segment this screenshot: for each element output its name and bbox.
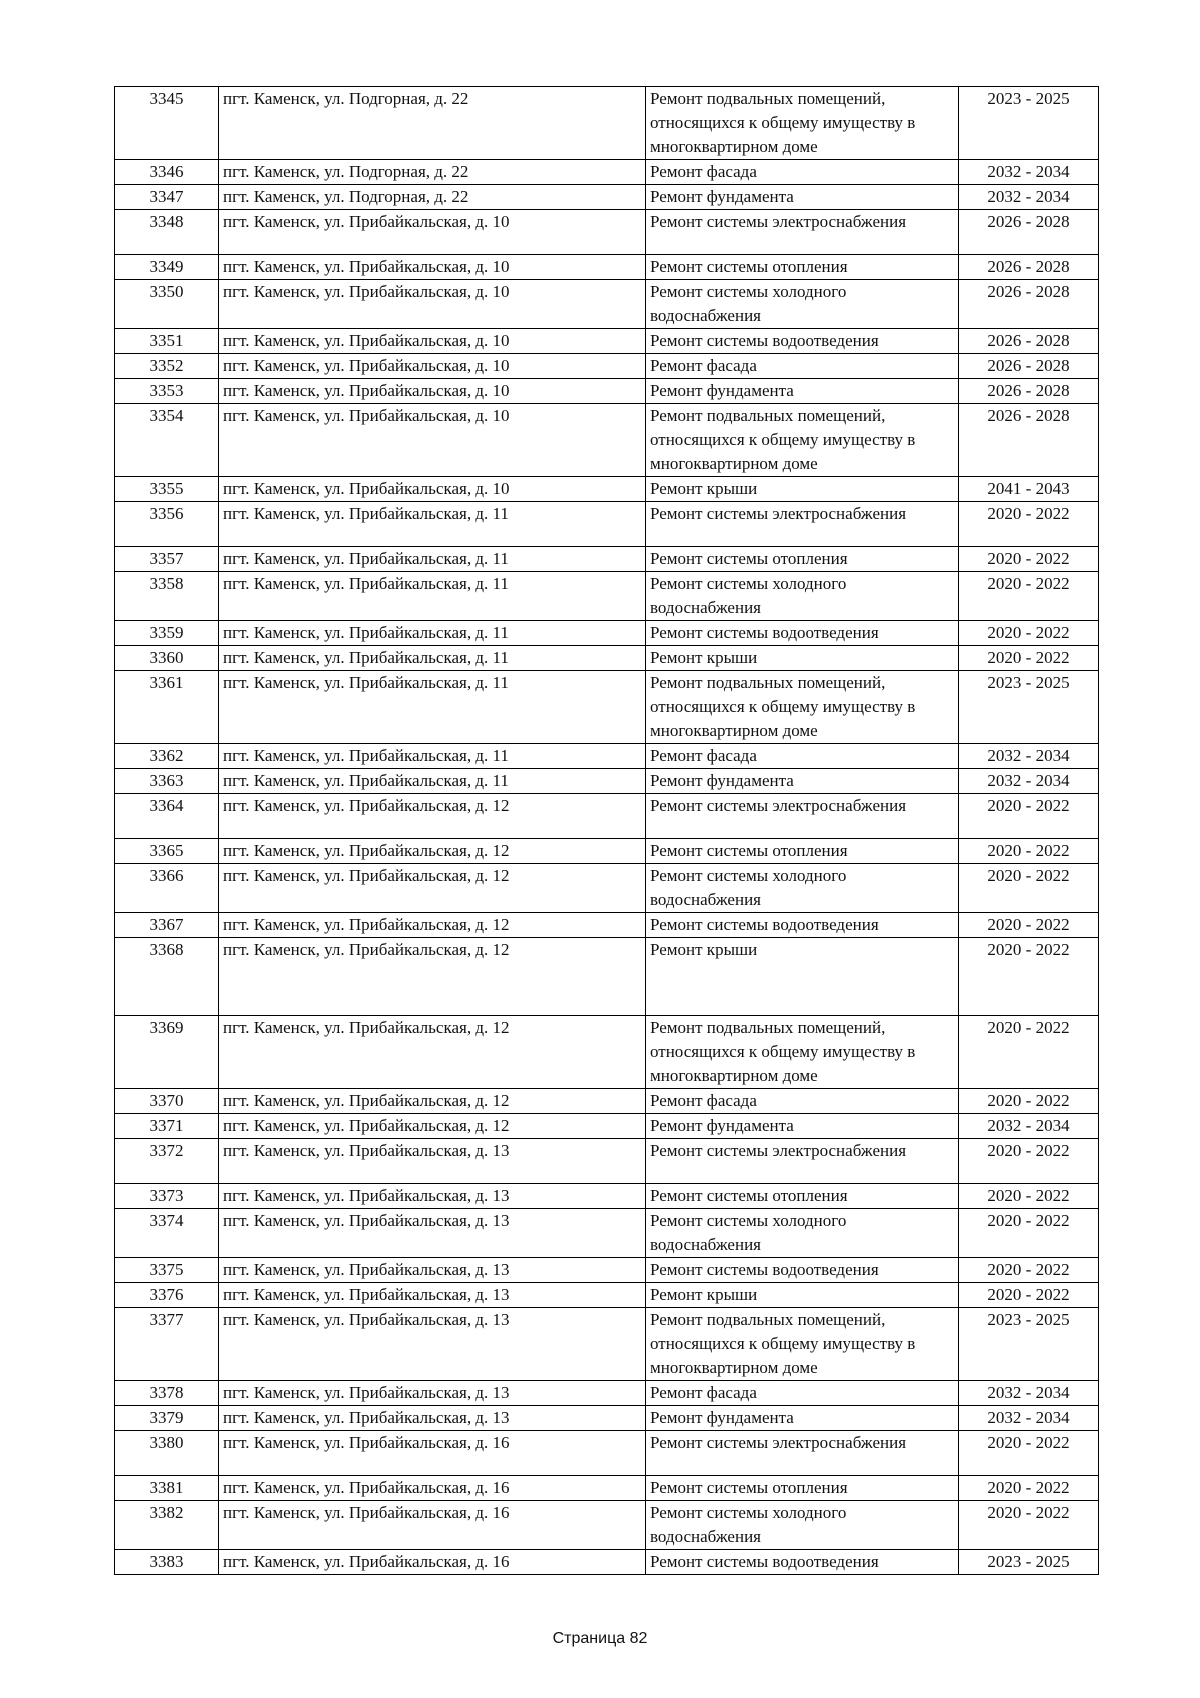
table-row <box>115 160 1099 185</box>
work-type-cell: Ремонт крыши <box>646 938 959 1016</box>
row-number-cell: 3373 <box>115 1184 219 1209</box>
row-number-cell: 3350 <box>115 280 219 329</box>
table-row <box>115 329 1099 354</box>
work-type-cell: Ремонт системы холодного водоснабжения <box>646 1501 959 1550</box>
row-number-cell: 3357 <box>115 547 219 572</box>
table-row <box>115 280 1099 329</box>
address-cell: пгт. Каменск, ул. Прибайкальская, д. 10 <box>219 404 646 477</box>
address-cell: пгт. Каменск, ул. Прибайкальская, д. 13 <box>219 1184 646 1209</box>
period-cell: 2020 - 2022 <box>959 864 1099 913</box>
work-type-cell: Ремонт фундамента <box>646 769 959 794</box>
row-number-cell: 3347 <box>115 185 219 210</box>
period-cell: 2026 - 2028 <box>959 280 1099 329</box>
table-row <box>115 87 1099 160</box>
address-cell: пгт. Каменск, ул. Прибайкальская, д. 10 <box>219 280 646 329</box>
row-number-cell: 3367 <box>115 913 219 938</box>
address-cell: пгт. Каменск, ул. Прибайкальская, д. 12 <box>219 839 646 864</box>
table-row <box>115 794 1099 839</box>
table-row <box>115 1283 1099 1308</box>
table-row <box>115 769 1099 794</box>
row-number-cell: 3363 <box>115 769 219 794</box>
table-row <box>115 354 1099 379</box>
table-body <box>115 87 1099 1575</box>
row-number-cell: 3354 <box>115 404 219 477</box>
work-type-cell: Ремонт системы электроснабжения <box>646 502 959 547</box>
row-number-cell: 3348 <box>115 210 219 255</box>
row-number-cell: 3378 <box>115 1381 219 1406</box>
address-cell: пгт. Каменск, ул. Прибайкальская, д. 11 <box>219 646 646 671</box>
work-type-cell: Ремонт системы электроснабжения <box>646 1431 959 1476</box>
work-type-cell: Ремонт системы электроснабжения <box>646 794 959 839</box>
address-cell: пгт. Каменск, ул. Прибайкальская, д. 13 <box>219 1139 646 1184</box>
period-cell: 2020 - 2022 <box>959 913 1099 938</box>
table-row <box>115 572 1099 621</box>
address-cell: пгт. Каменск, ул. Прибайкальская, д. 10 <box>219 210 646 255</box>
row-number-cell: 3364 <box>115 794 219 839</box>
table-row <box>115 379 1099 404</box>
table-row <box>115 1381 1099 1406</box>
work-type-cell: Ремонт крыши <box>646 477 959 502</box>
row-number-cell: 3376 <box>115 1283 219 1308</box>
address-cell: пгт. Каменск, ул. Прибайкальская, д. 13 <box>219 1283 646 1308</box>
table-row <box>115 1016 1099 1089</box>
period-cell: 2026 - 2028 <box>959 329 1099 354</box>
work-type-cell: Ремонт системы отопления <box>646 1476 959 1501</box>
work-type-cell: Ремонт системы водоотведения <box>646 329 959 354</box>
address-cell: пгт. Каменск, ул. Прибайкальская, д. 12 <box>219 1016 646 1089</box>
period-cell: 2020 - 2022 <box>959 1283 1099 1308</box>
work-type-cell: Ремонт системы водоотведения <box>646 913 959 938</box>
table-row <box>115 646 1099 671</box>
row-number-cell: 3356 <box>115 502 219 547</box>
row-number-cell: 3382 <box>115 1501 219 1550</box>
row-number-cell: 3368 <box>115 938 219 1016</box>
work-type-cell: Ремонт системы водоотведения <box>646 1258 959 1283</box>
row-number-cell: 3358 <box>115 572 219 621</box>
address-cell: пгт. Каменск, ул. Прибайкальская, д. 11 <box>219 671 646 744</box>
address-cell: пгт. Каменск, ул. Прибайкальская, д. 10 <box>219 329 646 354</box>
table-row <box>115 1431 1099 1476</box>
work-type-cell: Ремонт фундамента <box>646 379 959 404</box>
work-type-cell: Ремонт фасада <box>646 160 959 185</box>
work-type-cell: Ремонт фундамента <box>646 185 959 210</box>
address-cell: пгт. Каменск, ул. Подгорная, д. 22 <box>219 160 646 185</box>
work-type-cell: Ремонт системы электроснабжения <box>646 1139 959 1184</box>
work-type-cell: Ремонт крыши <box>646 1283 959 1308</box>
table-row <box>115 839 1099 864</box>
row-number-cell: 3355 <box>115 477 219 502</box>
period-cell: 2032 - 2034 <box>959 1406 1099 1431</box>
period-cell: 2026 - 2028 <box>959 354 1099 379</box>
table-row <box>115 1209 1099 1258</box>
work-type-cell: Ремонт подвальных помещений, относящихся к общему имуществу в многоквартирном доме <box>646 671 959 744</box>
work-type-cell: Ремонт системы водоотведения <box>646 621 959 646</box>
period-cell: 2020 - 2022 <box>959 1016 1099 1089</box>
period-cell: 2032 - 2034 <box>959 185 1099 210</box>
period-cell: 2020 - 2022 <box>959 1209 1099 1258</box>
address-cell: пгт. Каменск, ул. Подгорная, д. 22 <box>219 185 646 210</box>
period-cell: 2032 - 2034 <box>959 1114 1099 1139</box>
period-cell: 2032 - 2034 <box>959 744 1099 769</box>
address-cell: пгт. Каменск, ул. Прибайкальская, д. 12 <box>219 938 646 1016</box>
work-type-cell: Ремонт фасада <box>646 1381 959 1406</box>
work-type-cell: Ремонт фасада <box>646 354 959 379</box>
row-number-cell: 3345 <box>115 87 219 160</box>
work-type-cell: Ремонт системы водоотведения <box>646 1550 959 1575</box>
repair-schedule-table <box>114 86 1099 1575</box>
row-number-cell: 3365 <box>115 839 219 864</box>
period-cell: 2032 - 2034 <box>959 160 1099 185</box>
address-cell: пгт. Каменск, ул. Прибайкальская, д. 13 <box>219 1406 646 1431</box>
period-cell: 2020 - 2022 <box>959 1501 1099 1550</box>
period-cell: 2041 - 2043 <box>959 477 1099 502</box>
row-number-cell: 3353 <box>115 379 219 404</box>
period-cell: 2023 - 2025 <box>959 87 1099 160</box>
address-cell: пгт. Каменск, ул. Прибайкальская, д. 10 <box>219 379 646 404</box>
period-cell: 2020 - 2022 <box>959 1184 1099 1209</box>
period-cell: 2026 - 2028 <box>959 379 1099 404</box>
work-type-cell: Ремонт системы холодного водоснабжения <box>646 280 959 329</box>
table-row <box>115 1258 1099 1283</box>
period-cell: 2032 - 2034 <box>959 769 1099 794</box>
row-number-cell: 3359 <box>115 621 219 646</box>
table-row <box>115 502 1099 547</box>
period-cell: 2020 - 2022 <box>959 938 1099 1016</box>
period-cell: 2020 - 2022 <box>959 839 1099 864</box>
table-row <box>115 255 1099 280</box>
work-type-cell: Ремонт системы отопления <box>646 1184 959 1209</box>
work-type-cell: Ремонт крыши <box>646 646 959 671</box>
table-row <box>115 1501 1099 1550</box>
row-number-cell: 3374 <box>115 1209 219 1258</box>
row-number-cell: 3375 <box>115 1258 219 1283</box>
row-number-cell: 3351 <box>115 329 219 354</box>
row-number-cell: 3360 <box>115 646 219 671</box>
address-cell: пгт. Каменск, ул. Прибайкальская, д. 13 <box>219 1209 646 1258</box>
address-cell: пгт. Каменск, ул. Прибайкальская, д. 12 <box>219 864 646 913</box>
table-row <box>115 1476 1099 1501</box>
address-cell: пгт. Каменск, ул. Прибайкальская, д. 11 <box>219 744 646 769</box>
address-cell: пгт. Каменск, ул. Прибайкальская, д. 11 <box>219 621 646 646</box>
row-number-cell: 3377 <box>115 1308 219 1381</box>
work-type-cell: Ремонт системы отопления <box>646 839 959 864</box>
period-cell: 2020 - 2022 <box>959 1431 1099 1476</box>
row-number-cell: 3369 <box>115 1016 219 1089</box>
row-number-cell: 3361 <box>115 671 219 744</box>
table-row <box>115 1184 1099 1209</box>
table-row <box>115 671 1099 744</box>
table-row <box>115 210 1099 255</box>
period-cell: 2032 - 2034 <box>959 1381 1099 1406</box>
table-row <box>115 1114 1099 1139</box>
work-type-cell: Ремонт фундамента <box>646 1114 959 1139</box>
row-number-cell: 3383 <box>115 1550 219 1575</box>
address-cell: пгт. Каменск, ул. Прибайкальская, д. 16 <box>219 1501 646 1550</box>
period-cell: 2020 - 2022 <box>959 1089 1099 1114</box>
period-cell: 2020 - 2022 <box>959 794 1099 839</box>
period-cell: 2020 - 2022 <box>959 646 1099 671</box>
period-cell: 2026 - 2028 <box>959 404 1099 477</box>
table-row <box>115 913 1099 938</box>
address-cell: пгт. Каменск, ул. Прибайкальская, д. 11 <box>219 547 646 572</box>
work-type-cell: Ремонт фундамента <box>646 1406 959 1431</box>
period-cell: 2020 - 2022 <box>959 1258 1099 1283</box>
row-number-cell: 3366 <box>115 864 219 913</box>
address-cell: пгт. Каменск, ул. Прибайкальская, д. 16 <box>219 1476 646 1501</box>
table-row <box>115 938 1099 1016</box>
address-cell: пгт. Каменск, ул. Прибайкальская, д. 16 <box>219 1431 646 1476</box>
address-cell: пгт. Каменск, ул. Прибайкальская, д. 11 <box>219 572 646 621</box>
work-type-cell: Ремонт подвальных помещений, относящихся к общему имуществу в многоквартирном доме <box>646 1016 959 1089</box>
work-type-cell: Ремонт фасада <box>646 744 959 769</box>
row-number-cell: 3362 <box>115 744 219 769</box>
period-cell: 2023 - 2025 <box>959 1550 1099 1575</box>
work-type-cell: Ремонт подвальных помещений, относящихся к общему имуществу в многоквартирном доме <box>646 404 959 477</box>
address-cell: пгт. Каменск, ул. Прибайкальская, д. 10 <box>219 255 646 280</box>
address-cell: пгт. Каменск, ул. Прибайкальская, д. 12 <box>219 1114 646 1139</box>
row-number-cell: 3372 <box>115 1139 219 1184</box>
row-number-cell: 3349 <box>115 255 219 280</box>
table-row <box>115 1139 1099 1184</box>
address-cell: пгт. Каменск, ул. Прибайкальская, д. 12 <box>219 1089 646 1114</box>
row-number-cell: 3381 <box>115 1476 219 1501</box>
period-cell: 2020 - 2022 <box>959 621 1099 646</box>
address-cell: пгт. Каменск, ул. Прибайкальская, д. 13 <box>219 1258 646 1283</box>
table-row <box>115 1089 1099 1114</box>
table-row <box>115 185 1099 210</box>
row-number-cell: 3379 <box>115 1406 219 1431</box>
period-cell: 2020 - 2022 <box>959 572 1099 621</box>
address-cell: пгт. Каменск, ул. Прибайкальская, д. 16 <box>219 1550 646 1575</box>
address-cell: пгт. Каменск, ул. Прибайкальская, д. 10 <box>219 354 646 379</box>
table-row <box>115 744 1099 769</box>
work-type-cell: Ремонт подвальных помещений, относящихся к общему имуществу в многоквартирном доме <box>646 87 959 160</box>
address-cell: пгт. Каменск, ул. Прибайкальская, д. 13 <box>219 1381 646 1406</box>
row-number-cell: 3352 <box>115 354 219 379</box>
period-cell: 2023 - 2025 <box>959 671 1099 744</box>
address-cell: пгт. Каменск, ул. Прибайкальская, д. 13 <box>219 1308 646 1381</box>
address-cell: пгт. Каменск, ул. Прибайкальская, д. 12 <box>219 913 646 938</box>
period-cell: 2020 - 2022 <box>959 1139 1099 1184</box>
work-type-cell: Ремонт системы электроснабжения <box>646 210 959 255</box>
table-row <box>115 404 1099 477</box>
work-type-cell: Ремонт подвальных помещений, относящихся к общему имуществу в многоквартирном доме <box>646 1308 959 1381</box>
work-type-cell: Ремонт фасада <box>646 1089 959 1114</box>
period-cell: 2026 - 2028 <box>959 255 1099 280</box>
work-type-cell: Ремонт системы холодного водоснабжения <box>646 1209 959 1258</box>
period-cell: 2020 - 2022 <box>959 547 1099 572</box>
period-cell: 2023 - 2025 <box>959 1308 1099 1381</box>
address-cell: пгт. Каменск, ул. Прибайкальская, д. 11 <box>219 769 646 794</box>
table-row <box>115 547 1099 572</box>
work-type-cell: Ремонт системы отопления <box>646 547 959 572</box>
row-number-cell: 3370 <box>115 1089 219 1114</box>
row-number-cell: 3346 <box>115 160 219 185</box>
table-row <box>115 621 1099 646</box>
row-number-cell: 3371 <box>115 1114 219 1139</box>
page-number: Страница 82 <box>552 1630 648 1647</box>
work-type-cell: Ремонт системы холодного водоснабжения <box>646 864 959 913</box>
period-cell: 2026 - 2028 <box>959 210 1099 255</box>
address-cell: пгт. Каменск, ул. Прибайкальская, д. 12 <box>219 794 646 839</box>
work-type-cell: Ремонт системы холодного водоснабжения <box>646 572 959 621</box>
period-cell: 2020 - 2022 <box>959 502 1099 547</box>
table-row <box>115 1550 1099 1575</box>
address-cell: пгт. Каменск, ул. Прибайкальская, д. 10 <box>219 477 646 502</box>
table-row <box>115 864 1099 913</box>
address-cell: пгт. Каменск, ул. Прибайкальская, д. 11 <box>219 502 646 547</box>
work-type-cell: Ремонт системы отопления <box>646 255 959 280</box>
address-cell: пгт. Каменск, ул. Подгорная, д. 22 <box>219 87 646 160</box>
period-cell: 2020 - 2022 <box>959 1476 1099 1501</box>
table-row <box>115 1308 1099 1381</box>
row-number-cell: 3380 <box>115 1431 219 1476</box>
table-row <box>115 477 1099 502</box>
table-row <box>115 1406 1099 1431</box>
